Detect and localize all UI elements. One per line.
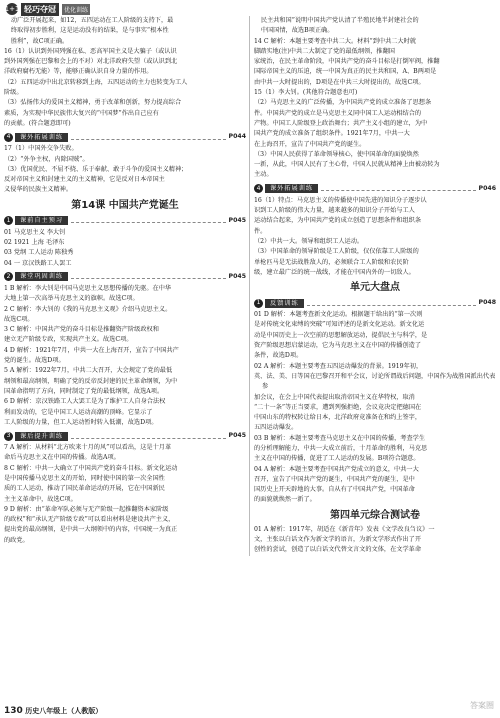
section-number: 4 — [4, 133, 13, 142]
text-line: 由中共一大时提出的，D项是在中共三大时提出的，故选C项。 — [254, 78, 425, 86]
text-line: 利而发动的，它是中国工人运动高潮的顶峰。它显示了 — [4, 408, 153, 416]
text-line: 动是中国历史上一次空前的思想解放运动，提倡民主与科学，是 — [254, 331, 428, 339]
unit-review-title: 单元大盘点 — [350, 282, 400, 294]
text-line: 的贡献。(符合题意即可) — [4, 119, 71, 127]
answers-feedback — [254, 310, 496, 506]
text-line: 01 A 解析：1917年，胡适在《新青年》发表《文学改良刍议》一 — [254, 525, 435, 533]
section-label: 反馈训练 — [265, 299, 304, 308]
text-line: 04 A 解析：本题主要考查中国共产党成立的意义，中共一大 — [254, 465, 419, 473]
text-line: 16（1）认识到外国列强在私、恶高军国主义是大骗子（或认识 — [4, 47, 177, 55]
text-line: 洋政府腐朽无能）等，能够正确认识自身力量的作用。 — [4, 68, 153, 76]
answers-extension — [4, 144, 246, 195]
dashed-rule — [307, 301, 476, 306]
text-line: 级，建立最广泛的统一战线，才能在中国内外的一切敌人。 — [254, 268, 415, 276]
section-label: 课后提升训练 — [15, 432, 68, 441]
text-line: 02 A 解析：本题主要考查五四运动爆发的背景。1919年初， — [254, 362, 423, 370]
section-header-preview — [4, 216, 246, 226]
book-header — [6, 3, 90, 15]
text-line: （3）中国革命的领导阶级是工人阶级，仅仅依靠工人阶级的 — [254, 248, 419, 256]
text-line: 6 D 解析：京汉铁路工人大罢工是为了维护工人自身合法权 — [4, 398, 166, 406]
text-line: 党的诞生。故选D项。 — [4, 357, 65, 365]
text-line: 工人阶级的力量，但工人运动暂时转入低潮，故选D项。 — [4, 418, 158, 426]
watermark: 答案圈 — [470, 701, 494, 710]
text-line: 件。中国共产党的成立是马克思主义同中国工人运动相结合的 — [254, 109, 422, 117]
text-line: 终取得初步胜利，这是运动没有的结果，是与事实“根本性 — [10, 27, 169, 35]
answers-unit-test — [254, 525, 496, 556]
answers-extension-right — [254, 196, 496, 278]
page-footer — [4, 706, 102, 716]
text-line: 件。 — [254, 227, 267, 235]
logo-icon: 1+1 — [4, 5, 20, 13]
text-line: 主义在中国的传播，促进了工人运动的发展。B项符合题意。 — [254, 455, 420, 463]
text-line: 国历史上开天辟地的大事。自从有了中国共产党，中国革命 — [254, 486, 415, 494]
text-line: 4 D 解析：1921年7月，中共一大在上海召开，宣告了中国共产 — [4, 346, 179, 354]
text-line: 的面貌就焕然一新了。 — [254, 496, 316, 504]
section-number: 1 — [4, 216, 13, 225]
section-number: 3 — [4, 432, 13, 441]
text-line: 16（1）特点：马克思主义的传播使中国先进的知识分子逐步认 — [254, 196, 427, 204]
text-line: 在上海召开，宣告了中国共产党的诞生。 — [254, 140, 366, 148]
text-line: 02 1921 上海 毛泽东 — [4, 239, 65, 247]
text-line: 03 党纲 工人运动 陈独秀 — [4, 249, 74, 257]
section-header-consolidation — [4, 272, 246, 282]
answer-q16 — [4, 47, 246, 129]
text-line: 动广泛开展起来，如12，五四运动在工人阶级的支持下，最 — [10, 17, 174, 24]
section-page: P046 — [478, 184, 496, 192]
text-line: 04 一 京汉铁路工人罢工 — [4, 259, 72, 267]
text-line: 8 C 解析：中共一大确立了中国共产党的奋斗目标。新文化运动 — [4, 464, 178, 472]
text-line: 胜利”，故C项正确。 — [10, 37, 69, 45]
text-line: 故选C项。 — [4, 315, 34, 323]
text-line: 14 C 解析：本题主要考查中共二大。材料“到中共二大时就 — [254, 37, 417, 45]
text-line: 1 B 解析：李大钊是中国马克思主义思想传播的先驱。在中华 — [4, 284, 172, 292]
section-number: 1 — [254, 299, 263, 308]
text-line: 到外国列强在巴黎和会上的不对）对北洋政府失望（或认识到北 — [4, 58, 178, 66]
text-line: 7 A 解析：从材料“北方吹来十月的风”可以看出，这是十月革 — [4, 444, 172, 452]
text-line: 5 A 解析：1922年7月，中共二大召开，大会规定了党的最低 — [4, 367, 173, 375]
text-line: （2）马克思主义的广泛传播，为中国共产党的成立准备了思想条 — [254, 99, 432, 107]
text-line: 命后马克思主义在中国的传播。故选A项。 — [4, 454, 120, 462]
text-line: 资产阶级思想启蒙运动，它为马克思主义在中国的传播创造了 — [254, 342, 422, 350]
text-line: 中国国情，故选B项正确。 — [260, 27, 334, 35]
text-line: 国共产党的成立准备了组织条件。1921年7月，中共一大 — [254, 130, 410, 138]
brand-subtitle: 优化训练 — [62, 4, 90, 15]
text-line: 阶级。 — [4, 89, 23, 97]
section-label: 课堂巩固训练 — [15, 272, 68, 281]
section-label: 课前自主预习 — [15, 216, 68, 225]
text-line: （3）弘扬伟大的爱国主义精神，勇于改革和创新，努力提高综合 — [4, 99, 182, 107]
answer-q15-head: 15（1）李大钊。(其他符合题意也可) — [254, 89, 358, 97]
text-line: 脚踏实地(注)中共二大制定了党的最低纲领，推翻国 — [254, 47, 395, 55]
text-line: 建立无产阶级专政，实现共产主义。故选C项。 — [4, 336, 133, 344]
section-page: P045 — [228, 272, 246, 280]
section-page: P048 — [478, 298, 496, 306]
answers-consolidation — [4, 284, 246, 428]
text-line: （3）中国人民获得了革命领导核心，使中国革命的面貌焕然 — [254, 150, 419, 158]
dashed-rule — [71, 135, 225, 140]
text-line: 是中国传播马克思主义的开始，同时使中国的第一次全国性 — [4, 474, 165, 482]
text-line: 识到工人阶级的伟大力量，越来越多的知识分子开始与工人 — [254, 207, 415, 215]
text-line: （3）优国优民、不屈不挠、乐于奉献、敢于斗争的爱国主义精神； — [4, 165, 188, 173]
text-line: 单枪匹马是无法战胜敌人的，必须联合工人阶级和农民阶 — [254, 258, 409, 266]
text-line: 民主共和国”说明中国共产党认清了半殖民地半封建社会的 — [260, 17, 419, 24]
section-header-improvement — [4, 431, 246, 441]
section-header-extension-right — [254, 184, 496, 194]
text-line: 大地上第一次高举马克思主义的旗帜。故选C项。 — [4, 295, 139, 303]
answers-preview — [4, 228, 246, 269]
answer-q15-part2 — [254, 98, 496, 149]
section-page: P045 — [228, 431, 246, 439]
section-label: 课外拓展训练 — [15, 133, 68, 142]
text-line: 创性的尝试，创造了以白话文代替文言文的文体，在文学革命 — [254, 546, 422, 554]
page-number: 130 — [4, 706, 23, 716]
text-line: 2 C 解析：李大钊的《我的马克思主义观》介绍马克思主义。 — [4, 305, 172, 313]
footer-subject: 历史八年级上（人教版） — [25, 707, 103, 715]
text-line: 召开，宣告了中国共产党的诞生，中国共产党的诞生，是中 — [254, 475, 415, 483]
right-column — [254, 16, 496, 556]
text-line: 01 D 解析：本题考查新文化运动。根据题干给出的“第一次则 — [254, 311, 423, 319]
dashed-rule — [321, 186, 475, 191]
text-line: 五四运动爆发。 — [254, 424, 298, 432]
text-line: 反对帝国主义和封建主义的主义精神，它是反对日本帝国主 — [4, 176, 165, 184]
text-line: “二十一条”等正当要求，遭到列强拒绝，会议竟决定把德国在 — [254, 403, 422, 411]
answer-q15-part3 — [254, 150, 496, 181]
section-header-extension — [4, 132, 246, 142]
dashed-rule — [71, 218, 225, 223]
text-line: 中国山东的特权转让给日本，北洋政府竟准备在和约上签字， — [254, 414, 422, 422]
right-top-answers — [254, 16, 496, 37]
text-line: 提出党的最高纲领，是中共一大纲领中的内容，中国统一为真正 — [4, 526, 178, 534]
text-line: 主主义革命中，故选C项。 — [4, 495, 77, 503]
answers-improvement — [4, 443, 246, 546]
text-line: 义侵华的民族主义精神。 — [4, 186, 73, 194]
text-line: 的分析理解能力，中共一大成立前后，十月革命的胜利，马克思 — [254, 444, 428, 452]
dashed-rule — [71, 434, 225, 439]
answer-q14 — [254, 37, 496, 88]
text-line: 是对传统文化束缚的突破”可知评述的是新文化运动。新文化运 — [254, 321, 425, 329]
text-line: 03 B 解析：本题主要考查马克思主义在中国的传播，考查学生 — [254, 434, 426, 442]
text-line: 条件，故选D项。 — [254, 352, 303, 360]
left-top-answers — [4, 16, 246, 47]
text-line: （2）五四运动中出北京转移到上海，五四运动的主力也转变为工人 — [4, 78, 188, 86]
text-line: 英、法、美、日等国在巴黎召开和平会议，讨论所谓战后问题，中国作为战胜国派出代表参 — [254, 372, 496, 391]
left-column — [4, 16, 246, 546]
section-page: P044 — [228, 133, 246, 141]
text-line: 国际帝国主义的压迫，统一中国为真正的民主共和国，A、B两项是 — [254, 68, 437, 76]
brand-name: 轻巧夺冠 — [21, 3, 59, 16]
section-page: P045 — [228, 216, 246, 224]
text-line: 的政权”和“承认无产阶级专政”可以看出材料是建设共产主义， — [4, 516, 175, 524]
text-line: 家统治，在民主革命阶段，中国共产党的奋斗目标是打倒军阀，推翻 — [254, 58, 440, 66]
text-line: 01 马克思主义 李大钊 — [4, 228, 66, 236]
text-line: 国革命指明了方向，同时制定了党的最低纲领，故选A项。 — [4, 387, 164, 395]
text-line: 质的工人运动，推动了国民革命运动的开展，它在中国新民 — [4, 485, 165, 493]
text-line: 主动。 — [254, 171, 273, 179]
text-line: 素质，为实现中华民族伟大复兴的“中国梦”作出自己应有 — [4, 109, 159, 117]
section-number: 4 — [254, 184, 263, 193]
dashed-rule — [71, 274, 225, 279]
section-label: 课外拓展训练 — [265, 184, 318, 193]
text-line: 17（1）中国外交争失败。 — [4, 145, 78, 153]
text-line: 3 C 解析：中国共产党的奋斗目标是推翻资产阶级政权和 — [4, 326, 159, 334]
section-header-feedback — [254, 298, 496, 308]
text-line: （2）中共一大。领导和组织工人运动。 — [254, 237, 364, 245]
section-number: 2 — [4, 272, 13, 281]
text-line: 一新，从此，中国人民有了主心骨，中国人民就从精神上由被动转为 — [254, 161, 440, 169]
text-line: 9 D 解析：由“革命军队必须与无产阶级一起推翻资本家阶级 — [4, 505, 169, 513]
text-line: 加会议，在会上中国代表提出取消帝国主义在华特权，取消 — [254, 393, 415, 401]
text-line: 的政党。 — [4, 536, 29, 544]
lesson-title: 第14课 中国共产党诞生 — [71, 199, 179, 211]
unit-test-title: 第四单元综合测试卷 — [330, 509, 420, 521]
text-line: 运动结合起来，为中国共产党的成立创造了思想条件和组织条 — [254, 217, 422, 225]
text-line: 纲领和最高纲领，明确了党的反帝反封建的民主革命纲领，为中 — [4, 377, 178, 385]
text-line: 文，主张以白话文作为新文学的语言，为新文学形式作出了开 — [254, 536, 422, 544]
text-line: （2）“外争主权，内除国贼”。 — [4, 155, 89, 163]
text-line: 产物。中国工人阶级登上政治舞台；共产主义小组的建立，为中 — [254, 119, 428, 127]
